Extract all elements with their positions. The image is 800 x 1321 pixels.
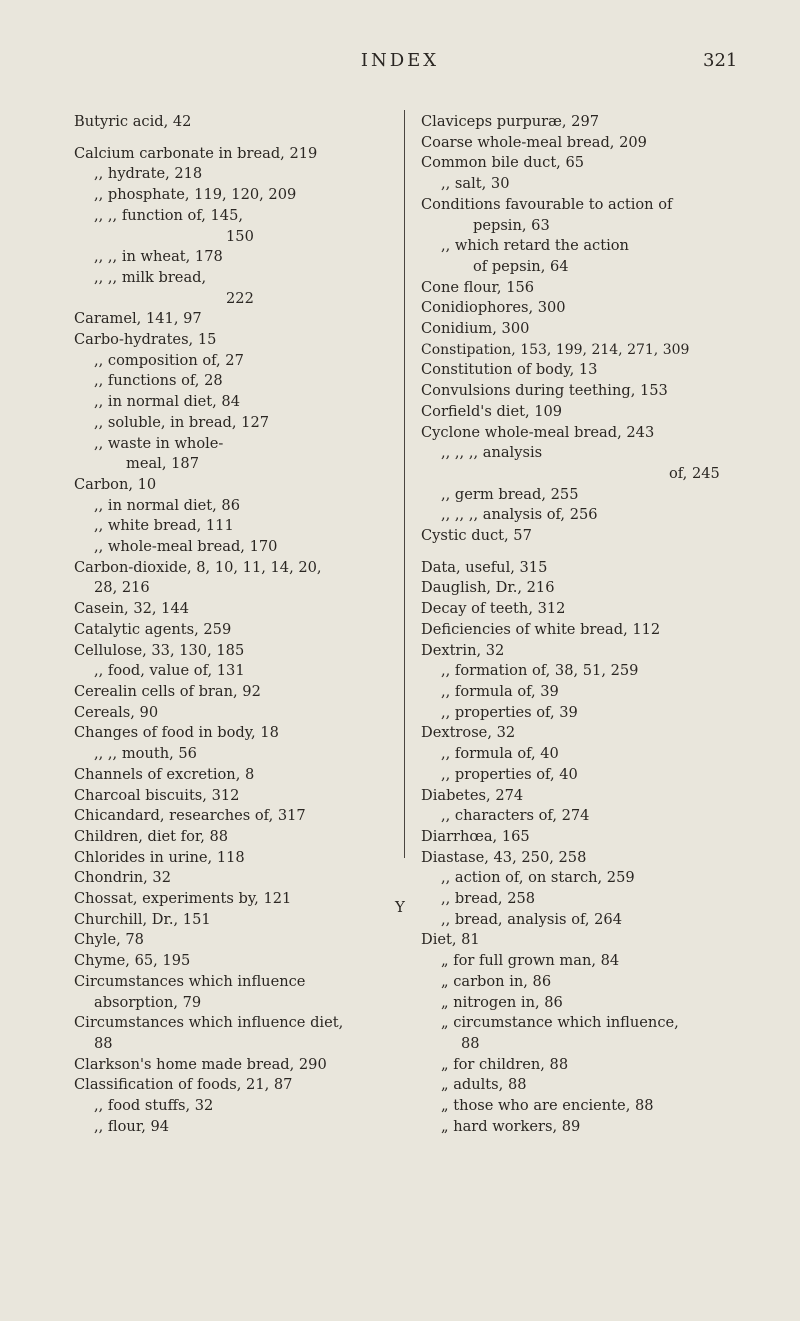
index-subentry: ,, food, value of, 131 xyxy=(94,662,245,680)
index-entry: Clarkson's home made bread, 290 xyxy=(74,1055,327,1073)
index-continuation: of pepsin, 64 xyxy=(473,257,569,275)
index-entry: Coarse whole-meal bread, 209 xyxy=(421,133,647,151)
index-entry: Constipation, 153, 199, 214, 271, 309 xyxy=(421,341,690,358)
page-header xyxy=(0,50,800,80)
index-subentry: ,, ,, in wheat, 178 xyxy=(94,248,223,266)
index-entry: Channels of excretion, 8 xyxy=(74,765,255,783)
index-entry: Cystic duct, 57 xyxy=(421,527,532,545)
index-entry: Circumstances which influence xyxy=(74,972,306,990)
index-subentry: ,, which retard the action xyxy=(441,237,629,255)
index-subentry: ,, formula of, 40 xyxy=(441,745,559,763)
index-entry: Common bile duct, 65 xyxy=(421,154,585,172)
page-title: INDEX xyxy=(360,50,440,71)
section-gap xyxy=(74,133,380,144)
index-subentry: ,, flour, 94 xyxy=(94,1117,170,1135)
index-entry: Chyme, 65, 195 xyxy=(74,952,191,970)
index-entry: Diastase, 43, 250, 258 xyxy=(421,848,587,866)
index-entry: Churchill, Dr., 151 xyxy=(74,910,211,928)
index-entry: Dextrin, 32 xyxy=(421,641,505,659)
index-subentry: ,, salt, 30 xyxy=(441,175,510,193)
index-subentry: ,, bread, analysis of, 264 xyxy=(441,910,622,928)
index-subentry: ,, formation of, 38, 51, 259 xyxy=(441,662,639,680)
index-subentry: ,, ,, function of, 145, xyxy=(94,206,244,224)
index-subentry: ,, action of, on starch, 259 xyxy=(441,869,635,887)
index-entry: Claviceps purpuræ, 297 xyxy=(421,113,600,130)
signature-mark: Y xyxy=(395,898,405,916)
index-subentry: „ carbon in, 86 xyxy=(441,972,552,990)
index-entry: Diet, 81 xyxy=(421,931,480,949)
index-entry: Chlorides in urine, 118 xyxy=(74,848,245,866)
index-entry: Cone flour, 156 xyxy=(421,278,535,296)
index-entry: Cerealin cells of bran, 92 xyxy=(74,682,261,700)
index-entry: Butyric acid, 42 xyxy=(74,113,192,130)
index-entry: Circumstances which influence diet, xyxy=(74,1014,344,1032)
section-gap xyxy=(421,547,733,558)
index-column-left xyxy=(74,112,380,1137)
index-continuation: 150 xyxy=(226,227,254,245)
index-entry: Chyle, 78 xyxy=(74,931,144,949)
index-continuation: pepsin, 63 xyxy=(473,216,550,234)
index-continuation: meal, 187 xyxy=(126,455,199,473)
index-subentry: ,, properties of, 39 xyxy=(441,703,578,721)
index-entry: Children, diet for, 88 xyxy=(74,827,229,845)
index-entry: Constitution of body, 13 xyxy=(421,361,598,379)
index-entry: Charcoal biscuits, 312 xyxy=(74,786,240,804)
index-subentry: ,, formula of, 39 xyxy=(441,682,559,700)
index-entry: Deficiencies of white bread, 112 xyxy=(421,620,661,638)
column-divider xyxy=(404,110,405,858)
index-entry: Diabetes, 274 xyxy=(421,786,524,804)
index-subentry: ,, ,, ,, analysis of, 256 xyxy=(441,506,598,524)
index-subentry: ,, soluble, in bread, 127 xyxy=(94,413,270,431)
index-subentry: ,, waste in whole- xyxy=(94,434,224,452)
index-entry: Classification of foods, 21, 87 xyxy=(74,1076,293,1094)
index-subentry: ,, phosphate, 119, 120, 209 xyxy=(94,186,297,204)
index-subentry: „ adults, 88 xyxy=(441,1076,527,1094)
index-entry: Diarrhœa, 165 xyxy=(421,827,530,845)
index-entry: Conidium, 300 xyxy=(421,320,530,338)
index-subentry: „ nitrogen in, 86 xyxy=(441,993,563,1011)
index-entry: Carbo-hydrates, 15 xyxy=(74,331,217,349)
index-entry: Conditions favourable to action of xyxy=(421,195,673,213)
index-subentry: ,, hydrate, 218 xyxy=(94,165,203,183)
index-entry: Changes of food in body, 18 xyxy=(74,724,279,742)
index-entry: Carbon, 10 xyxy=(74,475,157,493)
index-entry: Chondrin, 32 xyxy=(74,869,171,887)
index-entry: Catalytic agents, 259 xyxy=(74,620,232,638)
index-subentry: ,, ,, mouth, 56 xyxy=(94,745,197,763)
index-continuation: 28, 216 xyxy=(94,579,150,597)
index-entry: Casein, 32, 144 xyxy=(74,600,190,618)
index-subentry: ,, ,, ,, analysis xyxy=(441,444,543,462)
index-entry: Dauglish, Dr., 216 xyxy=(421,579,555,597)
index-subentry: ,, in normal diet, 84 xyxy=(94,393,240,411)
index-entry: Caramel, 141, 97 xyxy=(74,310,202,328)
index-continuation: of, 245 xyxy=(669,464,720,482)
index-subentry: ,, bread, 258 xyxy=(441,890,536,908)
index-continuation: 88 xyxy=(94,1034,113,1052)
index-entry: Dextrose, 32 xyxy=(421,724,516,742)
index-entry: Cyclone whole-meal bread, 243 xyxy=(421,423,655,441)
index-subentry: ,, composition of, 27 xyxy=(94,351,244,369)
index-subentry: „ circumstance which influence, xyxy=(441,1014,679,1032)
index-entry: Corfield's diet, 109 xyxy=(421,402,563,420)
index-continuation: absorption, 79 xyxy=(94,993,202,1011)
index-subentry: ,, food stuffs, 32 xyxy=(94,1097,214,1115)
index-entry: Chicandard, researches of, 317 xyxy=(74,807,306,825)
page-number: 321 xyxy=(703,50,738,71)
index-subentry: ,, germ bread, 255 xyxy=(441,485,579,503)
index-column-right xyxy=(421,112,733,1137)
index-subentry: „ those who are enciente, 88 xyxy=(441,1097,654,1115)
index-subentry: „ hard workers, 89 xyxy=(441,1117,581,1135)
index-subentry: ,, whole-meal bread, 170 xyxy=(94,538,278,556)
index-entry: Convulsions during teething, 153 xyxy=(421,382,668,400)
index-subentry: ,, functions of, 28 xyxy=(94,372,223,390)
index-continuation: 88 xyxy=(461,1034,480,1052)
index-subentry: „ for children, 88 xyxy=(441,1055,569,1073)
index-entry: Decay of teeth, 312 xyxy=(421,600,566,618)
index-subentry: ,, ,, milk bread, xyxy=(94,268,207,286)
index-entry: Data, useful, 315 xyxy=(421,558,548,576)
index-subentry: ,, properties of, 40 xyxy=(441,765,578,783)
index-entry: Cereals, 90 xyxy=(74,703,159,721)
index-subentry: „ for full grown man, 84 xyxy=(441,952,620,970)
index-entry: Cellulose, 33, 130, 185 xyxy=(74,641,245,659)
index-subentry: ,, characters of, 274 xyxy=(441,807,590,825)
index-entry: Chossat, experiments by, 121 xyxy=(74,890,292,908)
index-entry: Calcium carbonate in bread, 219 xyxy=(74,144,318,162)
index-continuation: 222 xyxy=(226,289,254,307)
index-entry: Conidiophores, 300 xyxy=(421,299,566,317)
index-entry: Carbon-dioxide, 8, 10, 11, 14, 20, xyxy=(74,558,322,576)
index-subentry: ,, in normal diet, 86 xyxy=(94,496,240,514)
index-subentry: ,, white bread, 111 xyxy=(94,517,234,535)
